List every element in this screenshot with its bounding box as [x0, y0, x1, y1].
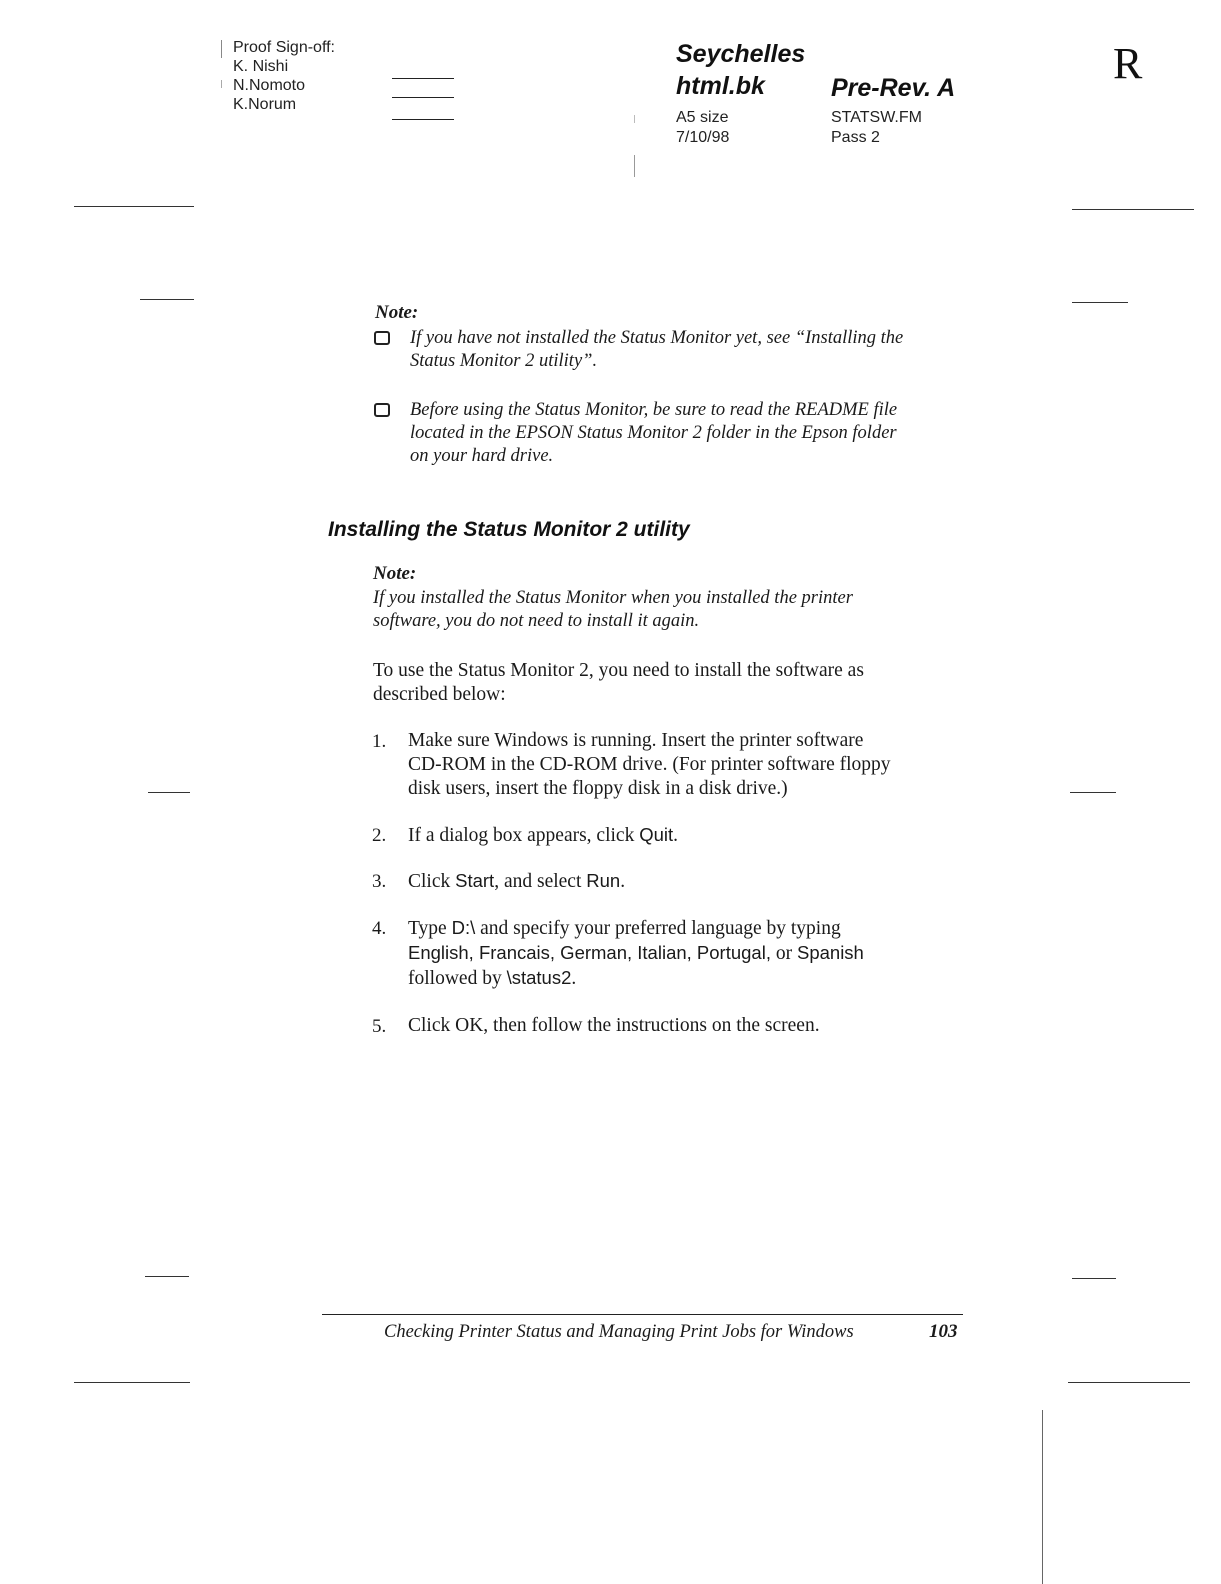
- ui-label-drive: D:\: [451, 917, 476, 938]
- step-text: Type D:\ and specify your preferred language by typing English, Francais, German, Italian, Portugal, or Spanish followed by \status2.: [408, 917, 864, 989]
- note-item: Before using the Status Monitor, be sure to read the README file located in the EPSON Status Monitor 2 folder in the Epson folder on your hard drive.: [410, 400, 898, 466]
- step-text: Make sure Windows is running. Insert the printer software CD-ROM in the CD-ROM drive. (For printer software floppy disk users, insert the floppy disk in a disk drive.): [408, 730, 891, 799]
- note-item: If you have not installed the Status Monitor yet, see “Installing the Status Monitor 2 utility”.: [410, 328, 904, 371]
- crop-mark: [1072, 209, 1194, 210]
- pass: Pass 2: [831, 129, 880, 146]
- crop-mark: [74, 1382, 190, 1383]
- signature-line: [392, 119, 454, 120]
- signer: K. Nishi: [233, 58, 289, 75]
- crop-mark: [1068, 1382, 1190, 1383]
- crop-mark: [74, 206, 194, 207]
- signature-line: [392, 97, 454, 98]
- crop-mark: [1070, 792, 1116, 793]
- step-number: 2.: [372, 825, 387, 846]
- intro-paragraph: To use the Status Monitor 2, you need to install the software as described below:: [373, 660, 864, 705]
- date: 7/10/98: [676, 129, 730, 146]
- footer-rule: [322, 1314, 963, 1315]
- ui-label-languages: English, Francais, German, Italian, Portugal,: [408, 942, 771, 963]
- proof-margin-bar: [221, 80, 222, 88]
- chapter-title: Checking Printer Status and Managing Print Jobs for Windows: [384, 1322, 854, 1342]
- step-number: 3.: [372, 871, 387, 892]
- checkbox-bullet-icon: [374, 403, 390, 417]
- crop-mark: [1072, 1278, 1116, 1279]
- step-number: 4.: [372, 918, 387, 939]
- book-file: html.bk: [676, 72, 765, 100]
- filename: STATSW.FM: [831, 109, 922, 126]
- crop-mark: [140, 299, 194, 300]
- checkbox-bullet-icon: [374, 331, 390, 345]
- note-text: If you installed the Status Monitor when you installed the printer software, you do not need to install it again.: [373, 588, 853, 631]
- ui-label-start: Start: [455, 870, 495, 891]
- signer: K.Norum: [233, 96, 297, 113]
- signature-line: [392, 78, 454, 79]
- proof-title: Proof Sign-off:: [233, 39, 335, 56]
- proof-margin-bar: [221, 40, 222, 58]
- ui-label-status2: \status2: [506, 967, 572, 988]
- book-title: Seychelles: [676, 40, 806, 68]
- crop-mark: [148, 792, 190, 793]
- signer: N.Nomoto: [233, 77, 306, 94]
- ui-label-spanish: Spanish: [796, 942, 864, 963]
- section-heading: Installing the Status Monitor 2 utility: [328, 518, 690, 541]
- center-mark: [634, 155, 635, 177]
- crop-mark: [145, 1276, 189, 1277]
- crop-mark: [1072, 302, 1128, 303]
- note-label: Note:: [373, 563, 417, 584]
- revision: Pre-Rev. A: [831, 74, 956, 102]
- step-number: 5.: [372, 1016, 387, 1037]
- step-text: If a dialog box appears, click Quit.: [408, 824, 679, 846]
- center-mark: [634, 115, 635, 123]
- ui-label-run: Run: [586, 870, 621, 891]
- binding-line: [1042, 1410, 1043, 1584]
- step-text: Click Start, and select Run.: [408, 870, 626, 892]
- proof-signoff: [233, 38, 335, 114]
- revision-letter: R: [1113, 39, 1143, 88]
- step-text: Click OK, then follow the instructions on the screen.: [408, 1015, 820, 1036]
- page-size: A5 size: [676, 109, 729, 126]
- note-label: Note:: [375, 302, 419, 323]
- step-number: 1.: [372, 731, 387, 752]
- ui-label-quit: Quit: [639, 824, 674, 845]
- page-number: 103: [929, 1321, 958, 1342]
